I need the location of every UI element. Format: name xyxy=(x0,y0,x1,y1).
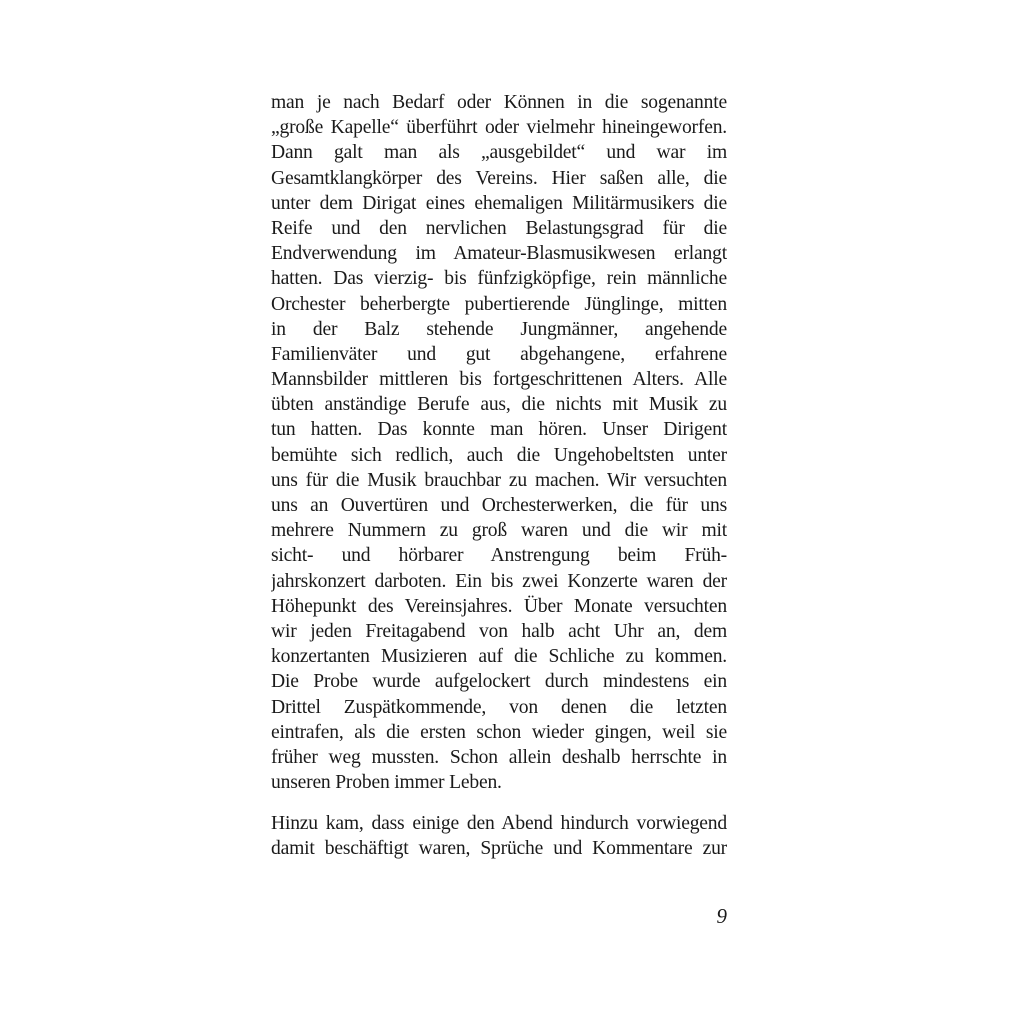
text-line: eintrafen, als die ersten schon wieder gingen, weil sie xyxy=(271,721,727,743)
page-number: 9 xyxy=(716,904,727,928)
text-line: Orchester beherbergte pubertierende Jünglinge, mitten xyxy=(271,293,727,315)
text-line: früher weg mussten. Schon allein deshalb herrschte in xyxy=(271,746,727,768)
text-line: damit beschäftigt waren, Sprüche und Kommentare zur xyxy=(271,838,727,860)
text-line: Reife und den nervlichen Belastungsgrad für die xyxy=(271,217,727,239)
text-line: in der Balz stehende Jungmänner, angehende xyxy=(271,318,727,340)
text-line: hatten. Das vierzig- bis fünfzigköpfige, rein männliche xyxy=(271,268,727,290)
text-line: Hinzu kam, dass einige den Abend hindurch vorwiegend xyxy=(271,813,727,834)
paragraph-1 xyxy=(271,90,727,795)
text-line: jahrskonzert darboten. Ein bis zwei Konzerte waren der xyxy=(271,570,727,592)
text-line: Drittel Zuspätkommende, von denen die letzten xyxy=(271,696,727,718)
text-line: Mannsbilder mittleren bis fortgeschrittenen Alters. Alle xyxy=(271,369,727,391)
text-line: sicht- und hörbarer Anstrengung beim Früh- xyxy=(271,545,727,567)
text-line: mehrere Nummern zu groß waren und die wir mit xyxy=(271,520,727,542)
text-line: „große Kapelle“ überführt oder vielmehr hineingeworfen. xyxy=(271,117,727,139)
text-line: Endverwendung im Amateur-Blasmusikwesen erlangt xyxy=(271,243,727,265)
text-line: unter dem Dirigat eines ehemaligen Militärmusikers die xyxy=(271,192,727,214)
text-line: Dann galt man als „ausgebildet“ und war im xyxy=(271,142,727,164)
paragraph-2 xyxy=(271,811,727,861)
text-line: übten anständige Berufe aus, die nichts mit Musik zu xyxy=(271,394,727,416)
text-line: Gesamtklangkörper des Vereins. Hier saßen alle, die xyxy=(271,167,727,189)
text-line: bemühte sich redlich, auch die Ungehobeltsten unter xyxy=(271,444,727,466)
text-line: unseren Proben immer Leben. xyxy=(271,772,502,794)
text-line: Höhepunkt des Vereinsjahres. Über Monate versuchten xyxy=(271,595,727,617)
text-line: Die Probe wurde aufgelockert durch mindestens ein xyxy=(271,671,727,693)
text-line: uns an Ouvertüren und Orchesterwerken, die für uns xyxy=(271,495,727,516)
text-line: uns für die Musik brauchbar zu machen. Wir versuchten xyxy=(271,469,727,491)
text-line: Familienväter und gut abgehangene, erfahrene xyxy=(271,343,727,365)
text-line: man je nach Bedarf oder Können in die sogenannte xyxy=(271,92,727,113)
text-line: konzertanten Musizieren auf die Schliche zu kommen. xyxy=(271,646,727,668)
text-line: wir jeden Freitagabend von halb acht Uhr an, dem xyxy=(271,620,727,642)
text-line: tun hatten. Das konnte man hören. Unser Dirigent xyxy=(271,419,727,441)
